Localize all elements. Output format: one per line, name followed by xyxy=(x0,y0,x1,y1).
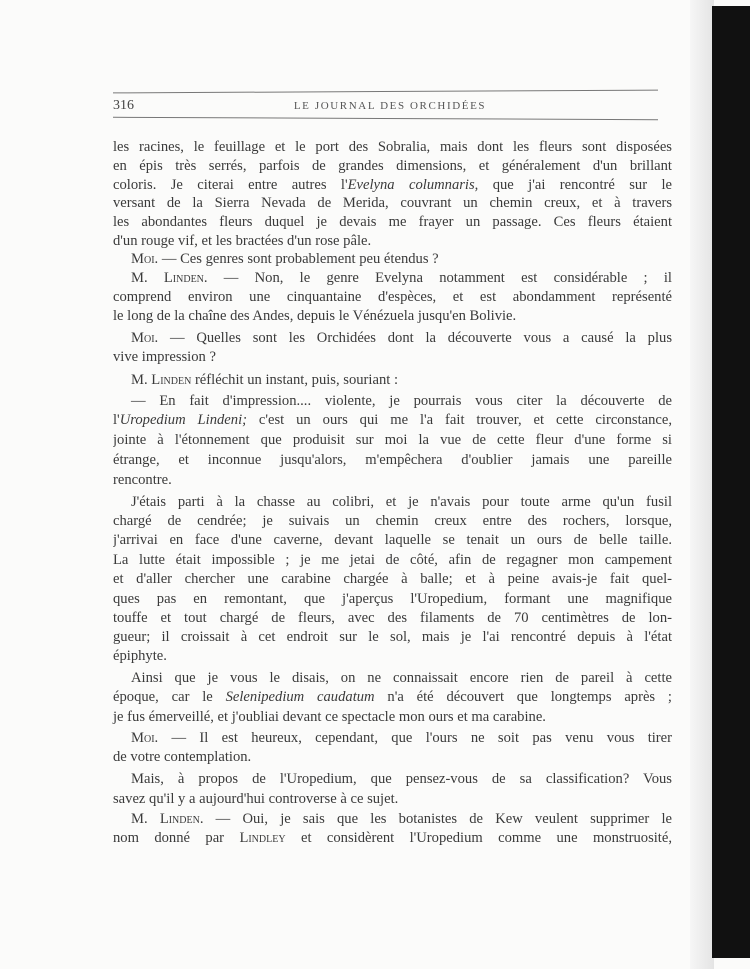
speaker-name: M. Linden xyxy=(131,372,192,388)
text-line xyxy=(113,212,672,232)
text-segment: réfléchit un instant, puis, souriant : xyxy=(191,372,399,388)
text-segment: savez qu'il y a aujourd'hui controverse à ce sujet. xyxy=(113,791,399,807)
text-line xyxy=(113,627,672,647)
text-line xyxy=(113,492,672,512)
speaker-name: M. Linden. xyxy=(131,270,208,286)
text-line xyxy=(113,530,672,550)
text-segment: — Quelles sont les Orchidées dont la découverte vous a causé la plus xyxy=(158,330,672,346)
text-line xyxy=(113,550,672,570)
text-segment: que j'ai rencontré sur le xyxy=(478,177,672,193)
italic-text: Uropedium Lindeni; xyxy=(119,412,247,428)
text-line xyxy=(113,287,672,307)
italic-text: Evelyna columnaris, xyxy=(347,177,479,193)
text-segment: en épis très serrés, parfois de grandes dimensions, et généralement d'un brillant xyxy=(113,158,672,174)
text-line xyxy=(113,193,672,213)
text-segment: d'un rouge vif, et les bractées d'un rose pâle. xyxy=(113,233,372,249)
text-line xyxy=(113,370,672,390)
text-line xyxy=(113,268,672,288)
text-segment: rencontre. xyxy=(113,472,172,488)
text-line xyxy=(113,728,672,748)
text-segment: je fus émerveillé, et j'oubliai devant ce spectacle mon ours et ma carabine. xyxy=(113,709,546,725)
page-number: 316 xyxy=(113,98,134,113)
speaker-name: Moi. xyxy=(131,251,159,267)
text-segment: La lutte était impossible ; je me jetai de côté, afin de regagner mon campement xyxy=(113,552,672,568)
text-line xyxy=(113,511,672,531)
text-line xyxy=(113,347,672,367)
text-segment: les racines, le feuillage et le port des Sobralia, mais dont les fleurs sont disposées xyxy=(113,139,672,155)
text-line xyxy=(113,306,672,326)
scan-edge xyxy=(712,6,750,958)
text-segment: coloris. Je citerai entre autres l' xyxy=(113,177,348,193)
text-line xyxy=(113,687,672,707)
text-segment: n'a été découvert que longtemps après ; xyxy=(374,689,672,705)
text-segment: versant de la Sierra Nevada de Merida, couvrant un chemin creux, et à travers xyxy=(113,195,672,211)
text-line xyxy=(113,608,672,628)
text-line xyxy=(113,328,672,348)
text-segment: nom donné par xyxy=(113,830,240,846)
text-line xyxy=(113,809,672,829)
text-line xyxy=(113,789,672,809)
text-line xyxy=(113,470,672,490)
text-line xyxy=(113,231,672,251)
speaker-name: Moi. xyxy=(131,730,159,746)
italic-text: Selenipedium caudatum xyxy=(225,689,375,705)
text-line xyxy=(113,391,672,411)
text-segment: — Non, le genre Evelyna notamment est considérable ; il xyxy=(207,270,672,286)
speaker-name: Lindley xyxy=(239,830,286,846)
text-line xyxy=(113,137,672,157)
text-segment: étrange, et inconnue jusqu'alors, m'empêchera d'oublier jamais une pareille xyxy=(113,452,672,468)
text-segment: — Ces genres sont probablement peu étendus ? xyxy=(158,251,439,267)
text-segment: comprend environ une cinquantaine d'espèces, et est abondamment représenté xyxy=(113,289,672,305)
text-segment: jointe à l'étonnement que produisit sur moi la vue de cette fleur d'une forme si xyxy=(113,432,672,448)
text-segment: — En fait d'impression.... violente, je pourrais vous citer la découverte de xyxy=(131,393,672,409)
text-line xyxy=(113,410,672,430)
text-segment: — Il est heureux, cependant, que l'ours ne soit pas venu vous tirer xyxy=(158,730,672,746)
running-title: LE JOURNAL DES ORCHIDÉES xyxy=(293,100,487,112)
text-line xyxy=(113,249,672,269)
text-line xyxy=(113,646,672,666)
text-segment: — Oui, je sais que les botanistes de Kew veulent supprimer le xyxy=(203,811,672,827)
header-rule-bottom xyxy=(113,117,658,120)
text-line xyxy=(113,430,672,450)
text-segment: touffe et tout chargé de fleurs, avec des filaments de 70 centimètres de lon- xyxy=(113,610,672,626)
text-segment: épiphyte. xyxy=(113,648,167,664)
text-line xyxy=(113,707,672,727)
text-segment: Ainsi que je vous le disais, on ne connaissait encore rien de pareil à cette xyxy=(131,670,672,686)
text-segment: de votre contemplation. xyxy=(113,749,252,765)
text-line xyxy=(113,828,672,848)
text-segment: chargé de cendrée; je suivais un chemin creux entre des rochers, lorsque, xyxy=(113,513,672,529)
text-line xyxy=(113,769,672,789)
text-segment: gueur; il croissait à cet endroit sur le sol, mais je l'ai rencontré depuis à l'état xyxy=(113,629,672,645)
text-segment: époque, car le xyxy=(113,689,226,705)
text-segment: et d'aller chercher une carabine chargée à balle; et à peine avais-je fait quel- xyxy=(113,571,672,587)
text-segment: j'arrivai en face d'une caverne, devant laquelle se tenait un ours de belle taille. xyxy=(113,532,672,548)
text-segment: ques pas en remontant, que j'aperçus l'Uropedium, formant une magnifique xyxy=(113,591,672,607)
text-line xyxy=(113,156,672,176)
text-segment: les abondantes fleurs duquel je devais me frayer un passage. Ces fleurs étaient xyxy=(113,214,672,230)
text-segment: Mais, à propos de l'Uropedium, que pensez-vous de sa classification? Vous xyxy=(131,771,672,787)
text-segment: vive impression ? xyxy=(113,349,216,365)
text-line xyxy=(113,589,672,609)
text-segment: J'étais parti à la chasse au colibri, et je n'avais pour toute arme qu'un fusil xyxy=(131,494,672,510)
text-segment: l' xyxy=(113,412,120,428)
speaker-name: Moi. xyxy=(131,330,159,346)
speaker-name: M. Linden. xyxy=(131,811,204,827)
page-gutter-shadow xyxy=(690,0,714,969)
text-line xyxy=(113,668,672,688)
text-line xyxy=(113,747,672,767)
header-rule-top xyxy=(113,90,658,94)
text-segment: le long de la chaîne des Andes, depuis le Vénézuela jusqu'en Bolivie. xyxy=(113,308,517,324)
text-line xyxy=(113,175,672,195)
text-segment: et considèrent l'Uropedium comme une monstruosité, xyxy=(285,830,672,846)
text-line xyxy=(113,450,672,470)
text-segment: c'est un ours qui me l'a fait trouver, et cette circonstance, xyxy=(247,412,672,428)
text-line xyxy=(113,569,672,589)
